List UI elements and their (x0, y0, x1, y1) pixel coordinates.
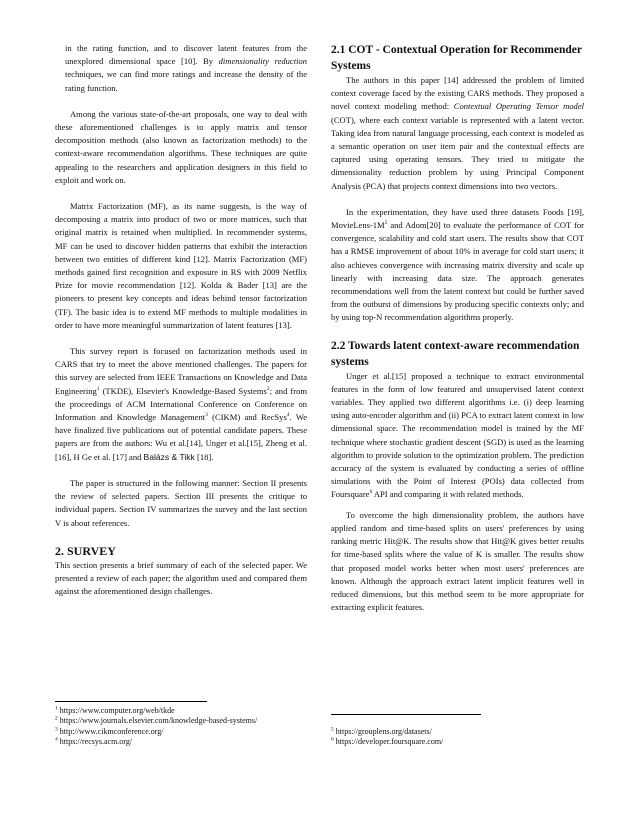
footnote-6: $^6$ https://developer.foursquare.com/ (331, 736, 444, 747)
paragraph-paper-structure: The paper is structured in the following manner: Section II presents the review of selected papers. Section III presents the critique to individual papers. Section IV summarizes the survey and the last section V is about references. (55, 477, 307, 528)
paragraph-cot-experiments: In the experimentation, they have used three datasets Foods [19], MovieLens-$1M^5$ and Adom[20] to evaluate the performance of COT for convergence, scalability and cold start users. The results show that COT has a RMSE improvement of about 10% in average for cold start users; it also achieves convergence with increasing matrix diversity and scale up linearly with increasing data size. The approach generates recommendations well from the latent context but could be further saved from the outburst of dimensions by producing specific contexts only; and by using top-N recommendation algorithms properly. (331, 206, 584, 323)
paragraph-dimensionality: To overcome the high dimensionality problem, the authors have applied random and time-based splits on users' preferences by using ranking metric Hit@K. The results show that Hit@K gives better results for time-based splits where the value of K is smaller. The results show that proposed model works better when most users' preferences are known. Although the approach extract latent implicit features well in reduced dimensions, but this method seem to be more appropriate for extracting explicit features. (331, 509, 584, 613)
paragraph-factorization-methods: Among the various state-of-the-art proposals, one way to deal with these aforementioned challenges is to apply matrix and tensor decomposition methods (also known as factorization methods) to the context-aware recommendation algorithms. These techniques are quite appealing to the researchers and application designers in this field to exploit and work on. (55, 108, 307, 185)
paragraph-rating-function: in the rating function, and to discover latent features from the unexplored dimensional space [10]. By dimensionality reduction techniques, we can find more ratings and increase the density of the rating function. (65, 43, 308, 93)
footnote-5: $^5$ https://grouplens.org/datasets/ (331, 726, 432, 736)
right-column (331, 42, 584, 614)
footnote-rule-left (55, 701, 207, 702)
footnotes-right (331, 727, 443, 748)
footnote-1: $^1$ https://www.computer.org/web/tkde (55, 705, 175, 715)
paragraph-section-summary: This section presents a brief summary of each of the selected paper. We presented a review of each paper; the algorithm used and compared them against the aforementioned design challenges. (55, 559, 307, 597)
footnote-rule-right (331, 714, 481, 715)
section-heading-latent-context: 2.2 Towards latent context-aware recommendation systems (331, 339, 580, 368)
paragraph-unger-technique: Unger et al.[15] proposed a technique to extract environmental features in the form of low featured and unsupervised latent context variables. They applied two different algorithms i.e. (i) deep learning using auto-encoder algorithm and (ii) PCA to extract latent context in low dimensional space. The recommendation model is trained by the MF technique where stochastic gradient descent (SGD) is used as the learning algorithm to provide solution to the optimization problem. The prediction accuracy of the system is evaluated by conducting a series of offline simulations with the Point of Interest (POIs) data collected from Foursquare$^6$ API and comparing it with related methods. (331, 370, 584, 500)
footnote-3: $^3$ http://www.cikmconference.org/ (55, 726, 164, 736)
paragraph-cot-overview: The authors in this paper [14] addressed the problem of limited context coverage faced by the existing CARS methods. They proposed a novel context modeling method: Contextual Operating Tensor model (COT), where each context variable is represented with a latent vector. Taking idea from natural language processing, each context is modeled as a semantic operation on user item pair and the contextual effects are captured using operating tensors. They tried to mitigate the dimensionality reduction problem by using Principal Component Analysis (PCA) that projects context dimensions into two vectors. (331, 75, 584, 191)
footnotes-left (55, 706, 257, 748)
footnote-4: $^4$ https://recsys.acm.org/ (55, 736, 133, 747)
left-column (55, 42, 307, 598)
paragraph-survey-scope: This survey report is focused on factorization methods used in CARS that try to meet the above mentioned challenges. The papers for this survey are selected from IEEE Transactions on Knowledge and Data Engineering$^1$ (TKDE), Elsevier's Knowledge-Based Systems$^2$; and from the proceedings of ACM International Conference on Conference on Information and Knowledge Management$^3$ (CIKM) and RecSys$^4$. We have finalized five publications out of potential candidate papers. These papers are from the authors: Wu et al.[14], Unger et al.[15], Zheng et al.[16], H Ge et al. [17] and Balázs & Tikk [18]. (55, 346, 307, 462)
section-heading-survey: 2. SURVEY (55, 543, 116, 558)
section-heading-cot: 2.1 COT - Contextual Operation for Recommender Systems (331, 44, 582, 72)
footnote-2: $^2$ https://www.journals.elsevier.com/knowledge-based-systems/ (55, 715, 258, 726)
paragraph-matrix-factorization: Matrix Factorization (MF), as its name suggests, is the way of decomposing a matrix into product of two or more matrices, such that original matrix is retained when multiplied. In recommender systems, MF can be used to discover hidden patterns that exhibit the interaction between two entities of different kind [12]. Matrix Factorization (MF) methods gained first recognition and exposure in RS with 2009 Netflix Prize for movie recommendation [12]. Kolda & Bader [13] are the pioneers to present key concepts and ideas behind tensor factorization (TF). The basic idea is to extend MF methods to multiple modalities in order to have more meaningful summarization of latent features [13]. (55, 201, 307, 330)
